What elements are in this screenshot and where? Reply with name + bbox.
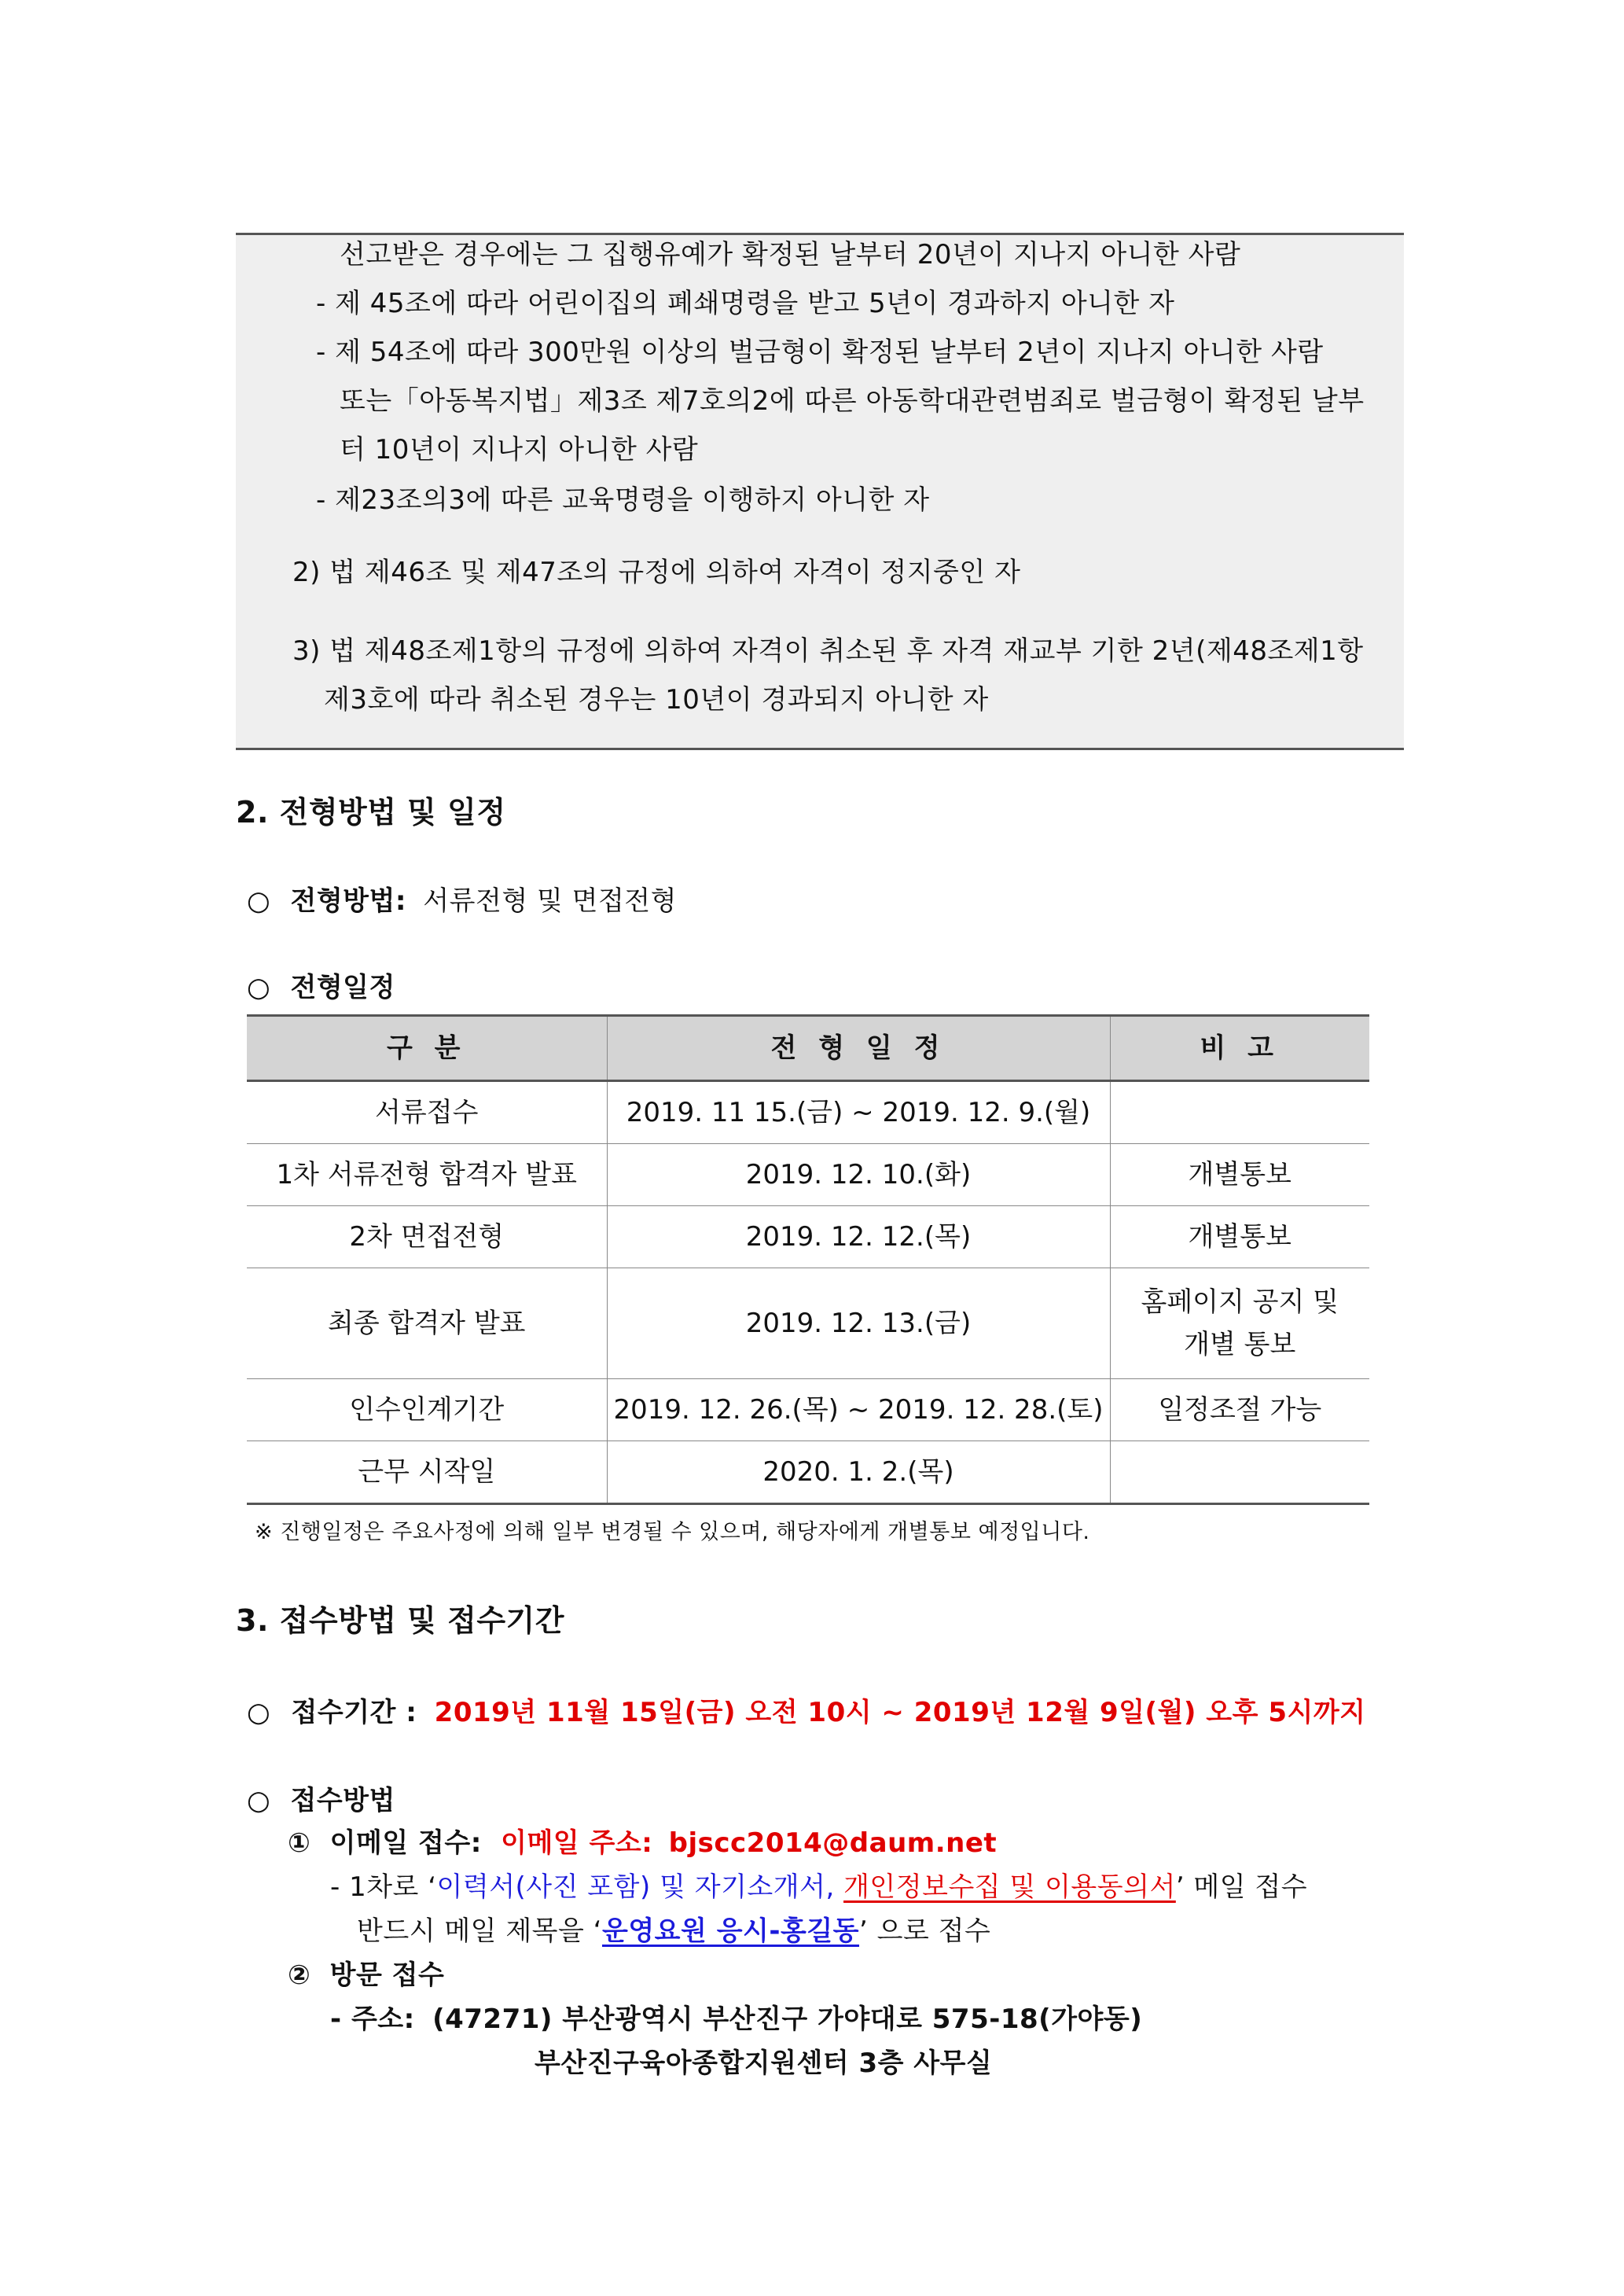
period-item: [247, 1691, 1366, 1729]
address-label: - 주소:: [330, 2003, 415, 2035]
note-line-1: 홈페이지 공지 및: [1141, 1286, 1339, 1318]
table-cell: 근무 시작일: [247, 1441, 607, 1504]
note-line-2: 개별 통보: [1184, 1329, 1296, 1360]
table-row: [247, 1206, 1369, 1268]
table-cell: 1차 서류전형 합격자 발표: [247, 1144, 607, 1206]
box-line-3: - 제 54조에 따라 300만원 이상의 벌금형이 확정된 날부터 2년이 지나지 아니한 사람: [316, 337, 1324, 368]
table-cell: 2019. 12. 13.(금): [607, 1268, 1110, 1379]
table-cell: 일정조절 가능: [1110, 1379, 1369, 1441]
table-header-cell: 구 분: [247, 1016, 607, 1081]
receipt-method-item: [247, 1779, 395, 1817]
email-address: bjscc2014@daum.net: [668, 1827, 998, 1859]
table-cell: 2차 면접전형: [247, 1206, 607, 1268]
table-cell: 2019. 12. 26.(목) ~ 2019. 12. 28.(토): [607, 1379, 1110, 1441]
box-line-4: 또는「아동복지법」제3조 제7호의2에 따른 아동학대관련범죄로 벌금형이 확정된 날부: [340, 385, 1365, 417]
schedule-label: 전형일정: [290, 972, 395, 1003]
box-line-8: 3) 법 제48조제1항의 규정에 의하여 자격이 취소된 후 자격 재교부 기한 2년(제48조제1항: [292, 635, 1364, 667]
instr2-subject: 운영요원 응시-홍길동: [601, 1915, 860, 1947]
table-header-row: [247, 1016, 1369, 1081]
table-row: [247, 1268, 1369, 1379]
email-address-label: 이메일 주소:: [501, 1827, 653, 1859]
table-cell: 개별통보: [1110, 1206, 1369, 1268]
box-line-9: 제3호에 따라 취소된 경우는 10년이 경과되지 아니한 자: [324, 684, 989, 716]
schedule-footnote: ※ 진행일정은 주요사정에 의해 일부 변경될 수 있으며, 해당자에게 개별통보 예정입니다.: [255, 1520, 1090, 1544]
table-header-cell: 비 고: [1110, 1016, 1369, 1081]
address-line-1: [330, 1997, 1142, 2036]
period-value: 2019년 11월 15일(금) 오전 10시 ~ 2019년 12월 9일(월) 오후 5시까지: [434, 1697, 1366, 1728]
address-line-2: 부산진구육아종합지원센터 3층 사무실: [535, 2048, 993, 2079]
instr-prefix: - 1차로 ‘: [330, 1871, 437, 1903]
circled-two: ②: [288, 1959, 311, 1991]
visit-receipt-line: [288, 1953, 444, 1992]
box-line-5: 터 10년이 지나지 아니한 사람: [340, 434, 699, 465]
email-instruction-2: [357, 1909, 990, 1948]
table-row: [247, 1081, 1369, 1144]
table-cell: [1110, 1081, 1369, 1144]
email-receipt-line: [288, 1821, 997, 1860]
table-cell: 2019. 12. 10.(화): [607, 1144, 1110, 1206]
table-cell: 2019. 12. 12.(목): [607, 1206, 1110, 1268]
table-row: [247, 1441, 1369, 1504]
table-cell: 인수인계기간: [247, 1379, 607, 1441]
box-line-2: - 제 45조에 따라 어린이집의 폐쇄명령을 받고 5년이 경과하지 아니한 자: [316, 288, 1175, 319]
address-value: (47271) 부산광역시 부산진구 가야대로 575-18(가야동): [432, 2003, 1143, 2035]
circled-one: ①: [288, 1827, 311, 1859]
schedule-table: [247, 1014, 1369, 1505]
email-receipt-label: 이메일 접수:: [329, 1827, 482, 1859]
box-line-7: 2) 법 제46조 및 제47조의 규정에 의하여 자격이 정지중인 자: [292, 557, 1021, 588]
section-2-heading: 2. 전형방법 및 일정: [236, 795, 506, 830]
bullet-icon: ○: [247, 1785, 271, 1816]
box-line-1: 선고받은 경우에는 그 집행유예가 확정된 날부터 20년이 지나지 아니한 사람: [340, 239, 1241, 270]
email-instruction-1: [330, 1865, 1307, 1904]
instr-consent: 개인정보수집 및 이용동의서: [843, 1871, 1176, 1903]
table-cell: [1110, 1441, 1369, 1504]
method-item: [247, 879, 677, 918]
instr2-prefix: 반드시 메일 제목을 ‘: [357, 1915, 602, 1947]
table-cell: 서류접수: [247, 1081, 607, 1144]
table-cell: 2019. 11 15.(금) ~ 2019. 12. 9.(월): [607, 1081, 1110, 1144]
table-cell: 2020. 1. 2.(목): [607, 1441, 1110, 1504]
table-cell: 개별통보: [1110, 1144, 1369, 1206]
method-value: 서류전형 및 면접전형: [423, 885, 677, 917]
bullet-icon: ○: [247, 885, 271, 917]
visit-receipt-label: 방문 접수: [329, 1959, 445, 1991]
method-label: 전형방법:: [290, 885, 406, 917]
table-row: [247, 1144, 1369, 1206]
table-header-cell: 전 형 일 정: [607, 1016, 1110, 1081]
instr-suffix: ’ 메일 접수: [1175, 1871, 1308, 1903]
schedule-item: [247, 966, 395, 1004]
instr2-suffix: ’ 으로 접수: [859, 1915, 991, 1947]
period-label: 접수기간 :: [291, 1697, 417, 1728]
bullet-icon: ○: [247, 1697, 271, 1728]
bullet-icon: ○: [247, 972, 271, 1003]
section-3-heading: 3. 접수방법 및 접수기간: [236, 1603, 564, 1638]
table-cell: [1110, 1268, 1369, 1379]
table-cell: 최종 합격자 발표: [247, 1268, 607, 1379]
table-row: [247, 1379, 1369, 1441]
box-line-6: - 제23조의3에 따른 교육명령을 이행하지 아니한 자: [316, 484, 930, 516]
instr-resume: 이력서(사진 포함) 및 자기소개서,: [436, 1871, 835, 1903]
receipt-method-label: 접수방법: [290, 1785, 395, 1816]
